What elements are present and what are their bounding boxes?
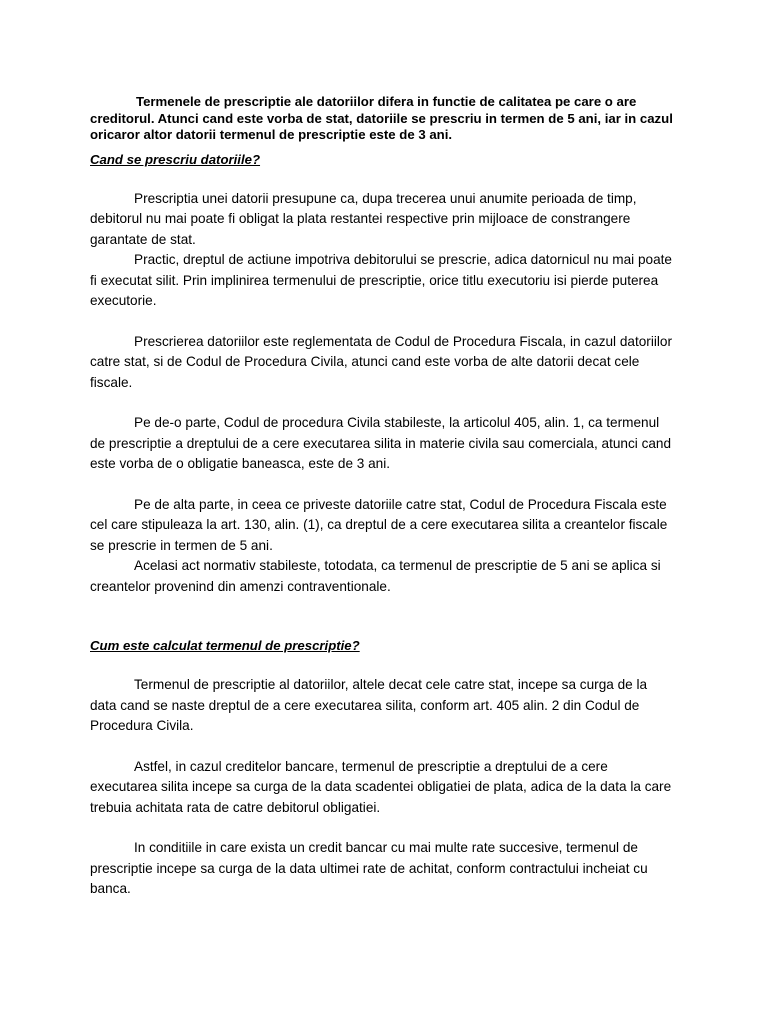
paragraph-contraventional-fines: Acelasi act normativ stabileste, totodata, ca termenul de prescriptie de 5 ani se aplica si creantelor provenind din amenzi contraventionale.: [90, 558, 661, 594]
spacer: [90, 818, 676, 838]
spacer: [90, 475, 676, 495]
paragraph-fiscal-procedure: Pe de alta parte, in ceea ce priveste datoriile catre stat, Codul de Procedura Fiscala este cel care stipuleaza la art. 130, alin. (1), ca dreptul de a cere executarea silita a creantelor fiscale se prescrie in termen de 5 ani.: [90, 496, 668, 553]
paragraph-bank-credits: Astfel, in cazul creditelor bancare, termenul de prescriptie a dreptului de a cere executarea silita incepe sa curga de la data scadentei obligatiei de plata, adica de la data la care trebuia achitata rata de catre debitorul obligatiei.: [90, 758, 672, 815]
paragraph-successive-installments: In conditiile in care exista un credit bancar cu mai multe rate succesive, termenul de prescriptie incepe sa curga de la data ultimei rate de achitat, conform contractului incheiat cu banca.: [90, 840, 648, 896]
spacer: [90, 737, 676, 757]
paragraph-prescription-definition: Prescriptia unei datorii presupune ca, dupa trecerea unui anumite perioada de timp, debitorul nu mai poate fi obligat la plata restantei respective prin mijloace de constrangere garantate de stat.: [90, 190, 637, 247]
intro-paragraph: Termenele de prescriptie ale datoriilor difera in functie de calitatea pe care o are creditorul. Atunci cand este vorba de stat, datoriile se prescriu in termen de 5 ani, iar in cazul oricaror altor datorii termenul de prescriptie este de 3 ani.: [90, 94, 673, 142]
spacer: [90, 393, 676, 413]
paragraph-term-start: Termenul de prescriptie al datoriilor, altele decat cele catre stat, incepe sa curga de la data cand se naste dreptul de a cere executarea silita, conform art. 405 alin. 2 din Codul de Procedura Civila.: [90, 677, 648, 733]
paragraph-regulation: Prescrierea datoriilor este reglementata de Codul de Procedura Fiscala, in cazul datoriilor catre stat, si de Codul de Procedura Civila, atunci cand este vorba de alte datorii decat cele fiscale.: [90, 333, 672, 390]
document-body: [90, 94, 676, 900]
spacer: [90, 654, 676, 675]
paragraph-right-of-action: Practic, dreptul de actiune impotriva debitorului se prescrie, adica datornicul nu mai poate fi executat silit. Prin implinirea termenului de prescriptie, orice titlu executoriu isi pierde puterea executorie.: [90, 252, 672, 308]
spacer: [90, 597, 676, 637]
spacer: [90, 168, 676, 189]
spacer: [90, 312, 676, 332]
paragraph-civil-procedure: Pe de-o parte, Codul de procedura Civila stabileste, la articolul 405, alin. 1, ca termenul de prescriptie a dreptului de a cere executarea silita in materie civila sau comerciala, atunci cand este vorba de o obligatie baneasca, este de 3 ani.: [90, 415, 672, 471]
section-heading-how-calculated: Cum este calculat termenul de prescriptie?: [90, 638, 360, 653]
section-heading-when-prescribed: Cand se prescriu datoriile?: [90, 151, 261, 167]
